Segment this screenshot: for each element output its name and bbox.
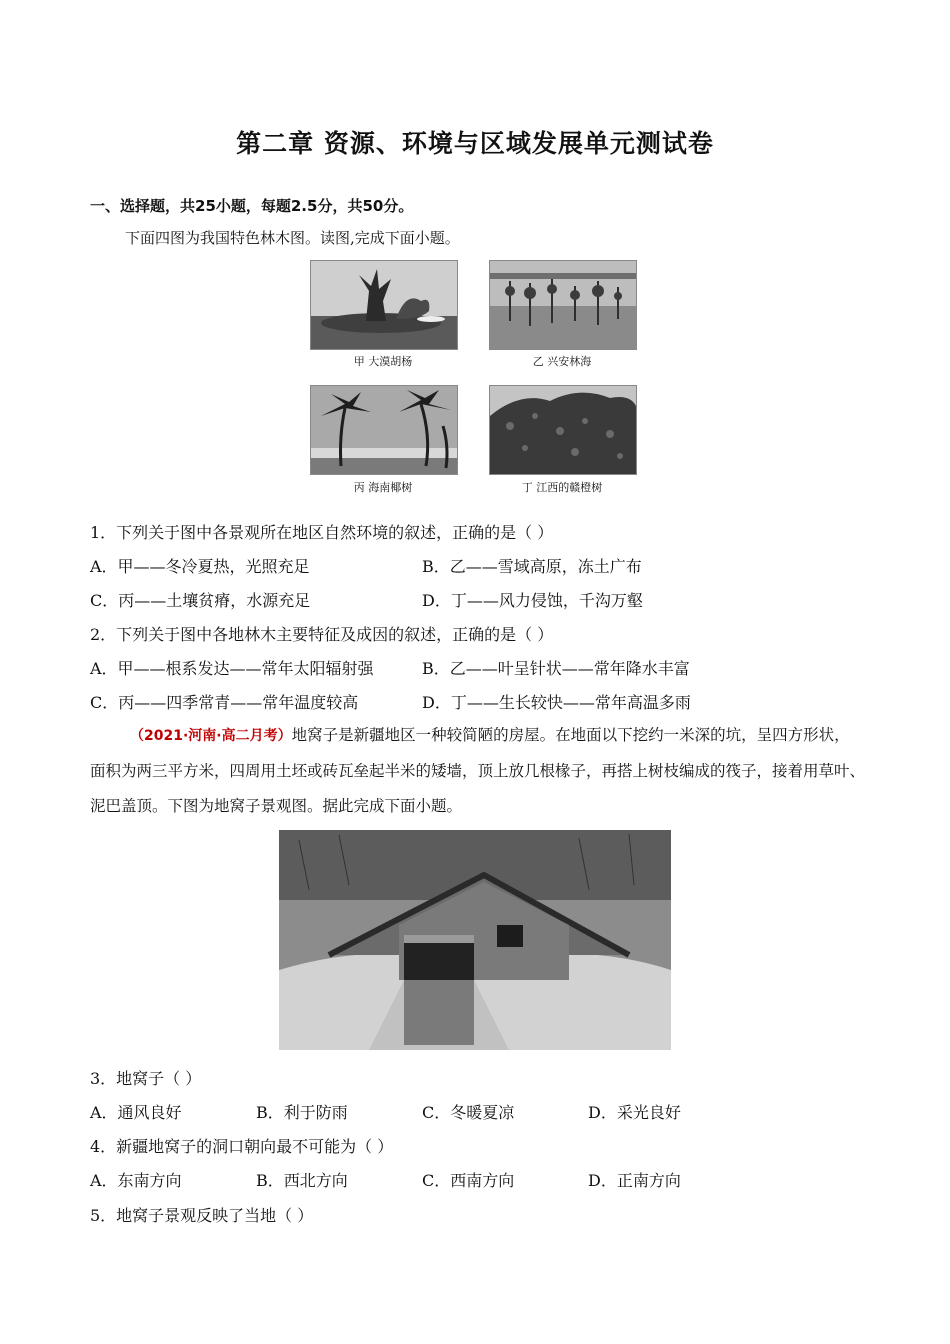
q1-option-b: B．乙——雪域高原，冻土广布 <box>422 557 642 576</box>
question-5-stem: 5．地窝子景观反映了当地（ ） <box>90 1206 314 1225</box>
q2-option-d: D．丁——生长较快——常年高温多雨 <box>422 693 691 712</box>
jiangxi-orange-photo <box>489 385 637 475</box>
q1-option-a: A．甲——冬冷夏热，光照充足 <box>90 557 310 576</box>
xingan-forest-photo <box>489 260 637 350</box>
q4-option-c: C．西南方向 <box>422 1171 515 1190</box>
section-heading: 一、选择题，共25小题，每题2.5分，共50分。 <box>90 197 414 215</box>
q2-option-c: C．丙——四季常青——常年温度较高 <box>90 693 359 712</box>
q4-option-d: D．正南方向 <box>588 1171 681 1190</box>
question-3-stem: 3．地窝子（ ） <box>90 1069 202 1088</box>
q4-option-b: B．西北方向 <box>256 1171 348 1190</box>
tree-figure <box>304 255 644 495</box>
desert-poplar-photo <box>310 260 458 350</box>
question-2-stem: 2．下列关于图中各地林木主要特征及成因的叙述，正确的是（ ） <box>90 625 554 644</box>
q3-option-c: C．冬暖夏凉 <box>422 1103 515 1122</box>
passage <box>90 718 865 824</box>
q3-option-a: A．通风良好 <box>90 1103 182 1122</box>
q1-option-c: C．丙——土壤贫瘠，水源充足 <box>90 591 311 610</box>
question-4-stem: 4．新疆地窝子的洞口朝向最不可能为（ ） <box>90 1137 394 1156</box>
caption-jia: 甲 大漠胡杨 <box>353 355 413 368</box>
q2-option-b: B．乙——叶呈针状——常年降水丰富 <box>422 659 690 678</box>
q2-option-a: A．甲——根系发达——常年太阳辐射强 <box>90 659 374 678</box>
q4-option-a: A．东南方向 <box>90 1171 182 1190</box>
q3-option-b: B．利于防雨 <box>256 1103 348 1122</box>
caption-ding: 丁 江西的赣橙树 <box>521 481 603 494</box>
caption-bing: 丙 海南椰树 <box>353 481 413 494</box>
intro-text: 下面四图为我国特色林木图。读图,完成下面小题。 <box>125 229 460 247</box>
question-1-stem: 1．下列关于图中各景观所在地区自然环境的叙述，正确的是（ ） <box>90 523 554 542</box>
hainan-coconut-photo <box>310 385 458 475</box>
q3-option-d: D．采光良好 <box>588 1103 681 1122</box>
caption-yi: 乙 兴安林海 <box>532 355 592 368</box>
passage-text: 地窝子是新疆地区一种较简陋的房屋。在地面以下挖约一米深的坑，呈四方形状，面积为两三平方米，四周用土坯或砖瓦垒起半米的矮墙，顶上放几根椽子，再搭上树枝编成的筏子，接着用草叶、泥巴盖顶。下图为地窝子景观图。据此完成下面小题。 <box>90 726 866 815</box>
q1-option-d: D．丁——风力侵蚀，千沟万壑 <box>422 591 643 610</box>
diwozi-photo <box>279 830 671 1050</box>
passage-source: （2021·河南·高二月考） <box>130 728 292 744</box>
page-title: 第二章 资源、环境与区域发展单元测试卷 <box>236 129 714 158</box>
